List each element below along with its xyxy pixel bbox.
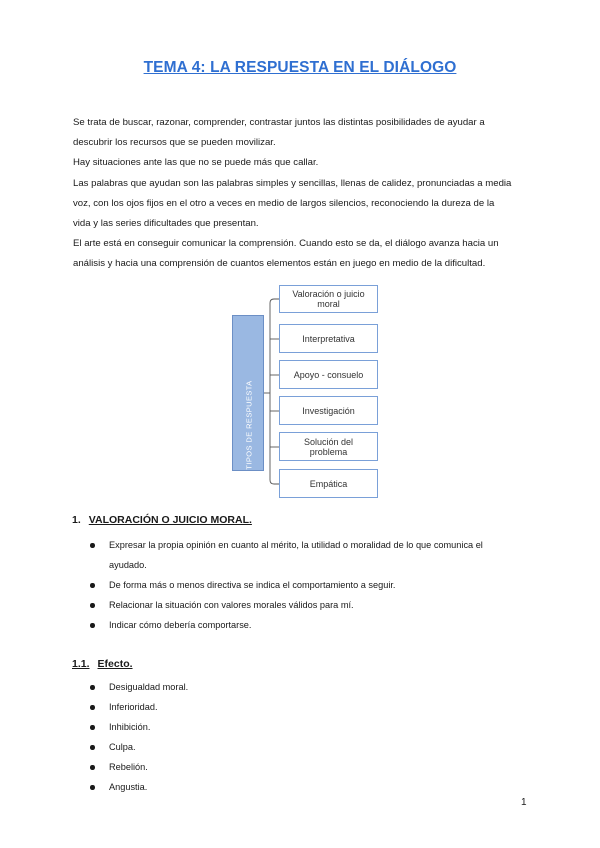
list-item: Relacionar la situación con valores morales válidos para mí. [90, 595, 483, 615]
list-item-continuation: ayudado. [109, 560, 147, 570]
list-item: Indicar cómo debería comportarse. [90, 615, 483, 635]
list-item: De forma más o menos directiva se indica el comportamiento a seguir. [90, 575, 483, 595]
bullet-list [90, 677, 188, 797]
intro-line: voz, con los ojos fijos en el otro a veces en medio de largos silencios, reconociendo la dureza de la [73, 197, 495, 209]
intro-line: Se trata de buscar, razonar, comprender, contrastar juntos las distintas posibilidades de ayudar a [73, 117, 485, 128]
list-item: Angustia. [90, 777, 188, 797]
section-number: 1. [72, 514, 81, 526]
subsection-heading [72, 658, 133, 670]
list-item: Rebelión. [90, 757, 188, 777]
list-item: Desigualdad moral. [90, 677, 188, 697]
page-title: TEMA 4: LA RESPUESTA EN EL DIÁLOGO [143, 59, 457, 76]
bullet-list [90, 535, 483, 635]
page-number: 1 [521, 797, 527, 808]
type-box: Valoración o juicio moral [279, 285, 378, 313]
intro-line: Hay situaciones ante las que no se puede más que callar. [73, 157, 319, 169]
list-item: Inferioridad. [90, 697, 188, 717]
response-types-diagram [232, 284, 392, 504]
intro-line: descubrir los recursos que se pueden movilizar. [73, 137, 276, 149]
side-category-box [232, 315, 264, 471]
side-category-label: TIPOS DE RESPUESTA [244, 380, 254, 470]
section-heading [72, 514, 252, 526]
type-box: Empática [279, 469, 378, 498]
subsection-title: Efecto. [97, 658, 133, 670]
subsection-number: 1.1. [72, 658, 90, 670]
section-title: VALORACIÓN O JUICIO MORAL. [88, 514, 252, 526]
intro-text [73, 113, 533, 275]
type-box: Interpretativa [279, 324, 378, 353]
list-item: Expresar la propia opinión en cuanto al mérito, la utilidad o moralidad de lo que comunica el [90, 535, 483, 555]
type-box: Apoyo - consuelo [279, 360, 378, 389]
intro-line: análisis y hacia una comprensión de cuantos elementos están en juego en medio de la dificultad. [73, 258, 486, 270]
intro-line: vida y las series dificultades que presentan. [73, 218, 259, 230]
list-item: Inhibición. [90, 717, 188, 737]
intro-line: Las palabras que ayudan son las palabras simples y sencillas, llenas de calidez, pronunciadas a media [73, 177, 512, 189]
type-box: Investigación [279, 396, 378, 425]
intro-line: El arte está en conseguir comunicar la comprensión. Cuando esto se da, el diálogo avanza hacia un [73, 238, 499, 250]
list-item: Culpa. [90, 737, 188, 757]
type-box: Solución del problema [279, 432, 378, 461]
